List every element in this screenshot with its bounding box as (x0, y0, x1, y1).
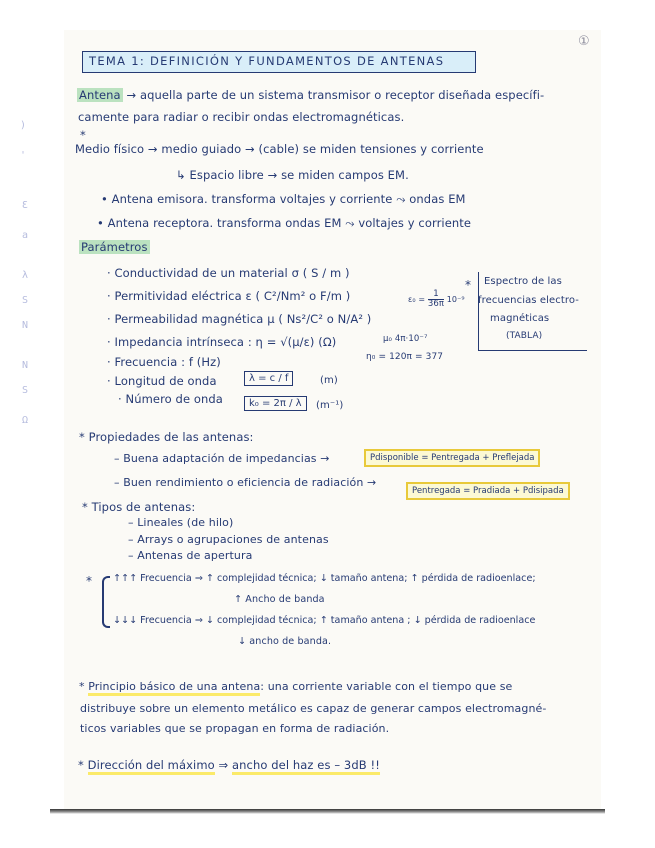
propiedades-heading: * Propiedades de las antenas: (79, 430, 254, 444)
espectro-line1: Espectro de las (484, 276, 562, 287)
pentregada-box: Pentregada = Pradiada + Pdisipada (406, 482, 570, 500)
propiedad-adaptacion: – Buena adaptación de impedancias → (114, 452, 330, 465)
k-unit: (m⁻¹) (316, 400, 344, 411)
antena-receptora-line: • Antena receptora. transforma ondas EM ⤳ voltajes y corriente (97, 216, 472, 230)
param-longitud-onda: · Longitud de onda (107, 374, 217, 388)
lambda-unit: (m) (320, 375, 338, 386)
eta0-formula: η₀ = 120π = 377 (366, 352, 444, 362)
antena-emisora-line: • Antena emisora. transforma voltajes y corriente ⤳ ondas EM (101, 192, 466, 206)
pdisponible-box: Pdisponible = Pentregada + Preflejada (364, 449, 540, 467)
espectro-arrow-star: * (465, 278, 472, 292)
principio-line2: distribuye sobre un elemento metálico es capaz de generar campos electromagné- (80, 702, 547, 715)
mu0-formula: μ₀ 4π·10⁻⁷ (383, 334, 428, 344)
frecuencia-alta-line1: ↑↑↑ Frecuencia ⇒ ↑ complejidad técnica; ↓ tamaño antena; ↑ pérdida de radioenlace; (113, 573, 536, 584)
direccion-term: Dirección del máximo (88, 758, 215, 775)
param-numero-onda: · Número de onda (118, 392, 223, 406)
principio-line3: ticos variables que se propagan en forma de radiación. (80, 722, 390, 735)
param-frecuencia: · Frecuencia : f (Hz) (107, 355, 221, 369)
medio-fisico-line: Medio físico → medio guiado → (cable) se miden tensiones y corriente (75, 142, 484, 156)
page-number: ① (578, 34, 590, 49)
espectro-line2: frecuencias electro- (478, 295, 579, 306)
principio-term: Principio básico de una antena (88, 680, 260, 696)
bleed-through-margin: ) ' Ɛ a λ S N N S Ω (20, 120, 29, 426)
frecuencia-brace (102, 576, 110, 628)
espectro-line4: (TABLA) (506, 331, 543, 341)
direccion-result: ancho del haz es – 3dB !! (232, 758, 380, 775)
param-impedancia: · Impedancia intrínseca : η = √(μ/ε) (Ω) (107, 335, 337, 349)
propiedad-rendimiento: – Buen rendimiento o eficiencia de radiación → (114, 476, 377, 489)
tipo-lineales: – Lineales (de hilo) (128, 516, 234, 529)
antena-definition-line2: camente para radiar o recibir ondas electromagnéticas. (78, 110, 405, 124)
param-conductividad: · Conductividad de un material σ ( S / m ) (107, 266, 350, 280)
antena-def-text1: → aquella parte de un sistema transmisor o receptor diseñada específi- (126, 88, 545, 102)
k-formula-box: k₀ = 2π / λ (244, 396, 307, 411)
frecuencia-star: * (86, 574, 93, 588)
tipo-apertura: – Antenas de apertura (128, 549, 253, 562)
principio-line1: * Principio básico de una antena: una corriente variable con el tiempo que se (79, 680, 512, 693)
title-box (82, 51, 476, 73)
frecuencia-alta-line2: ↑ Ancho de banda (234, 594, 325, 605)
tipos-heading: * Tipos de antenas: (82, 500, 196, 514)
antena-definition-line1 (77, 88, 544, 102)
frecuencia-baja-line1: ↓↓↓ Frecuencia ⇒ ↓ complejidad técnica; ↑ tamaño antena ; ↓ pérdida de radioenlace (113, 615, 536, 626)
parametros-heading: Parámetros (81, 240, 148, 254)
lambda-formula-box: λ = c / f (244, 371, 293, 386)
tipo-arrays: – Arrays o agrupaciones de antenas (128, 533, 329, 546)
direccion-line: * Dirección del máximo ⇒ ancho del haz es – 3dB !! (78, 758, 380, 772)
eps0-formula: ε₀ = $\frac{1}{36\pi} 10^{-9}$ (408, 289, 465, 309)
page-title: TEMA 1: DEFINICIÓN Y FUNDAMENTOS DE ANTENAS (89, 54, 445, 68)
espacio-libre-line: ↳ Espacio libre → se miden campos EM. (176, 168, 409, 182)
antena-term: Antena (79, 88, 121, 102)
frecuencia-baja-line2: ↓ ancho de banda. (238, 636, 332, 647)
espectro-line3: magnéticas (490, 313, 550, 324)
param-permeabilidad: · Permeabilidad magnética μ ( Ns²/C² o N/A² ) (107, 312, 372, 326)
param-permitividad: · Permitividad eléctrica ε ( C²/Nm² o F/m ) (107, 289, 351, 303)
page-edge-shadow (50, 809, 605, 814)
star-bullet: * (80, 128, 86, 142)
